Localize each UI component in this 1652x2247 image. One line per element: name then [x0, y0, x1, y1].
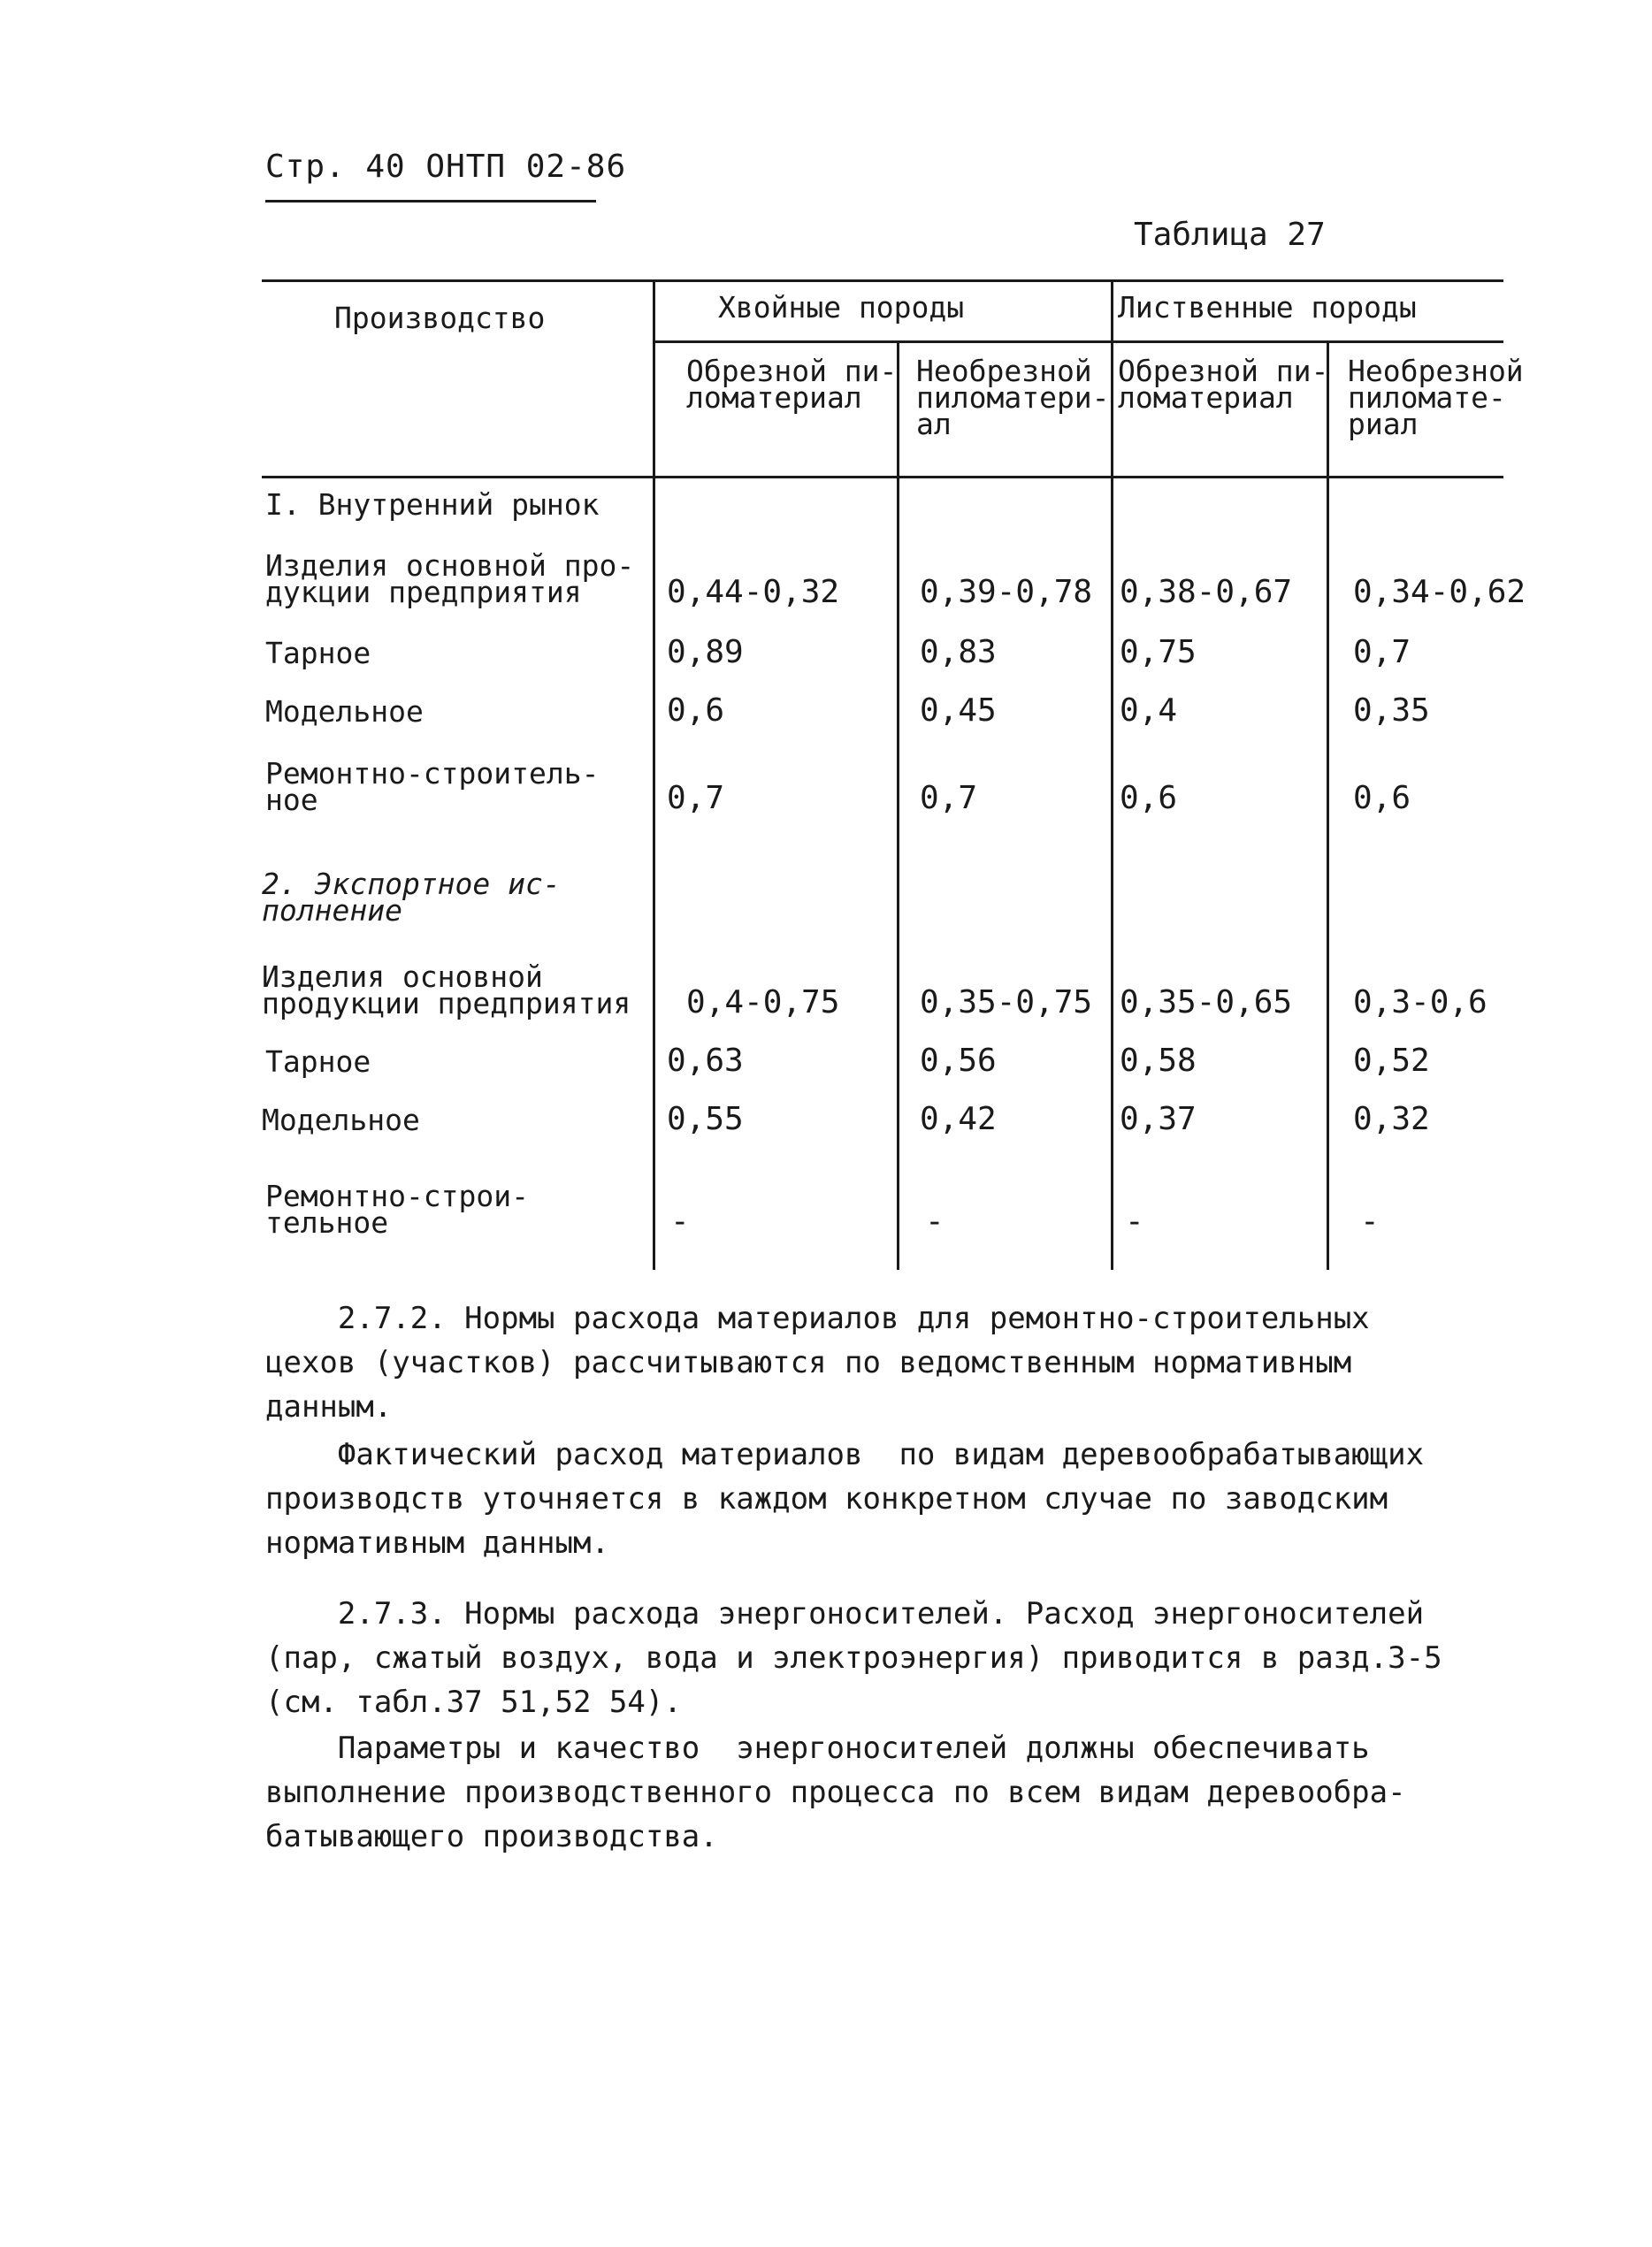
- column-divider-2: [897, 342, 899, 1270]
- group-header-coniferous: Хвойные породы: [718, 290, 965, 325]
- header-underline: [265, 200, 596, 203]
- row-label: Модельное: [265, 694, 424, 729]
- column-header-production: Производство: [334, 301, 546, 335]
- row-value: 0,42: [920, 1101, 997, 1137]
- row-value: 0,44-0,32: [667, 574, 840, 610]
- row-label: Изделия основной продукции предприятия: [262, 959, 631, 1020]
- row-value: 0,39-0,78: [920, 574, 1093, 610]
- row-value: -: [1360, 1204, 1380, 1240]
- row-value: 0,52: [1353, 1043, 1430, 1079]
- row-value: 0,35-0,65: [1120, 984, 1293, 1020]
- row-value: 0,45: [920, 692, 997, 729]
- row-value: 0,7: [920, 780, 978, 816]
- row-label: Тарное: [265, 1044, 371, 1079]
- group-header-deciduous: Лиственные породы: [1118, 290, 1417, 325]
- page-reference: Стр. 40 ОНТП 02-86: [265, 149, 627, 185]
- row-value: 0,32: [1353, 1101, 1430, 1137]
- section-title-domestic: I. Внутренний рынок: [265, 487, 600, 522]
- subheader-edged-coniferous: Обрезной пи- ломатериал: [686, 354, 898, 415]
- column-divider-1: [653, 281, 655, 1270]
- subheader-unedged-coniferous: Необрезной пиломатери- ал: [916, 354, 1110, 441]
- row-value: 0,35-0,75: [920, 984, 1093, 1020]
- paragraph-2-7-2: 2.7.2. Нормы расхода материалов для ремонтно-строительных цехов (участков) рассчитываются по ведомственным нормативным данным.: [265, 1301, 1370, 1425]
- row-value: 0,55: [667, 1101, 744, 1137]
- row-value: -: [925, 1204, 945, 1240]
- row-label: Ремонтно-строитель- ное: [265, 756, 600, 817]
- row-value: 0,34-0,62: [1353, 574, 1526, 610]
- subheader-unedged-deciduous: Необрезной пиломате- риал: [1348, 354, 1524, 441]
- paragraph-actual-consumption: Фактический расход материалов по видам деревообрабатывающих производств уточняется в каждом конкретном случае по заводским нормативным данным.: [265, 1437, 1425, 1561]
- row-value: 0,3-0,6: [1353, 984, 1488, 1020]
- table-header-bottom-rule: [262, 476, 1503, 478]
- table-caption: Таблица 27: [1134, 217, 1326, 253]
- row-value: 0,6: [1120, 780, 1178, 816]
- column-divider-4: [1327, 342, 1329, 1270]
- row-label: Ремонтно-строи- тельное: [265, 1179, 530, 1240]
- table-top-rule: [262, 279, 1503, 282]
- row-value: 0,58: [1120, 1043, 1197, 1079]
- row-value: 0,75: [1120, 634, 1197, 670]
- row-label: Модельное: [262, 1103, 420, 1137]
- row-label: Изделия основной про- дукции предприятия: [265, 548, 635, 609]
- row-value: 0,4-0,75: [686, 984, 840, 1020]
- row-value: 0,89: [667, 634, 744, 670]
- row-value: 0,6: [1353, 780, 1411, 816]
- row-value: 0,63: [667, 1043, 744, 1079]
- group-subheader-rule: [654, 340, 1503, 343]
- column-divider-3: [1111, 281, 1113, 1270]
- row-value: 0,38-0,67: [1120, 574, 1293, 610]
- row-value: 0,37: [1120, 1101, 1197, 1137]
- section-title-export: 2. Экспортное ис- полнение: [262, 867, 561, 928]
- row-value: 0,56: [920, 1043, 997, 1079]
- row-value: 0,4: [1120, 692, 1178, 729]
- row-value: -: [1125, 1204, 1144, 1240]
- row-value: 0,7: [667, 780, 725, 816]
- paragraph-2-7-3: 2.7.3. Нормы расхода энергоносителей. Расход энергоносителей (пар, сжатый воздух, вода и электроэнергия) приводится в разд.3-5 (см. табл.37 51,52 54).: [265, 1596, 1442, 1720]
- row-value: 0,35: [1353, 692, 1430, 729]
- row-value: 0,7: [1353, 634, 1411, 670]
- row-value: 0,6: [667, 692, 725, 729]
- paragraph-energy-parameters: Параметры и качество энергоносителей должны обеспечивать выполнение производственного процесса по всем видам деревообра- батывающего производства.: [265, 1731, 1406, 1854]
- subheader-edged-deciduous: Обрезной пи- ломатериал: [1118, 354, 1329, 415]
- row-value: -: [670, 1204, 690, 1240]
- row-value: 0,83: [920, 634, 997, 670]
- row-label: Тарное: [265, 636, 371, 670]
